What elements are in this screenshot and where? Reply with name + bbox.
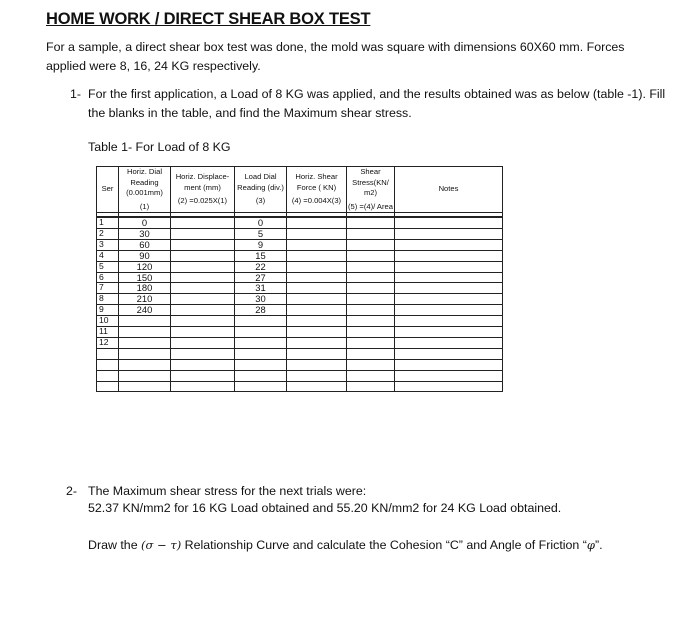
cell-ser: 6 xyxy=(97,272,119,283)
cell-notes xyxy=(395,228,503,239)
cell-shear-stress xyxy=(347,217,395,228)
cell-horiz-displacement xyxy=(171,327,235,338)
cell-horiz-displacement xyxy=(171,250,235,261)
cell-horiz-dial xyxy=(119,359,171,370)
relation-symbol: (σ − τ) xyxy=(141,538,182,552)
cell-ser: 2 xyxy=(97,228,119,239)
cell-notes xyxy=(395,283,503,294)
cell-ser: 8 xyxy=(97,294,119,305)
cell-horiz-dial: 150 xyxy=(119,272,171,283)
cell-horiz-displacement xyxy=(171,359,235,370)
table-row xyxy=(97,316,503,327)
cell-horiz-displacement xyxy=(171,272,235,283)
cell-horiz-dial xyxy=(119,348,171,359)
cell-horiz-dial xyxy=(119,370,171,381)
cell-notes xyxy=(395,337,503,348)
cell-load-dial xyxy=(235,359,287,370)
question-2-line-1: The Maximum shear stress for the next trials were: xyxy=(88,484,367,498)
cell-ser: 4 xyxy=(97,250,119,261)
cell-load-dial: 0 xyxy=(235,217,287,228)
cell-shear-stress xyxy=(347,370,395,381)
cell-shear-stress xyxy=(347,305,395,316)
cell-shear-stress xyxy=(347,337,395,348)
table-row xyxy=(97,217,503,228)
table-row xyxy=(97,370,503,381)
intro-paragraph: For a sample, a direct shear box test was done, the mold was square with dimensions 60X60 mm. Forces applied were 8, 16, 24 KG respectively. xyxy=(46,40,625,73)
cell-horiz-displacement xyxy=(171,305,235,316)
cell-ser xyxy=(97,381,119,392)
cell-load-dial: 31 xyxy=(235,283,287,294)
question-2-number: 2- xyxy=(66,484,78,498)
table-row xyxy=(97,305,503,316)
cell-horiz-dial: 240 xyxy=(119,305,171,316)
cell-notes xyxy=(395,217,503,228)
cell-load-dial xyxy=(235,316,287,327)
cell-ser: 11 xyxy=(97,327,119,338)
cell-horiz-dial: 180 xyxy=(119,283,171,294)
cell-shear-stress xyxy=(347,272,395,283)
cell-shear-force xyxy=(287,381,347,392)
cell-load-dial: 5 xyxy=(235,228,287,239)
shear-test-table xyxy=(96,166,503,392)
cell-load-dial: 15 xyxy=(235,250,287,261)
cell-ser xyxy=(97,348,119,359)
cell-horiz-displacement xyxy=(171,294,235,305)
cell-shear-stress xyxy=(347,250,395,261)
cell-shear-force xyxy=(287,294,347,305)
cell-ser: 3 xyxy=(97,239,119,250)
table-row xyxy=(97,337,503,348)
cell-ser: 5 xyxy=(97,261,119,272)
cell-load-dial xyxy=(235,327,287,338)
question-1-number: 1- xyxy=(70,87,82,101)
cell-horiz-displacement xyxy=(171,228,235,239)
cell-horiz-displacement xyxy=(171,239,235,250)
cell-load-dial xyxy=(235,370,287,381)
cell-horiz-dial xyxy=(119,381,171,392)
cell-notes xyxy=(395,261,503,272)
table-row xyxy=(97,359,503,370)
cell-shear-force xyxy=(287,370,347,381)
cell-shear-stress xyxy=(347,359,395,370)
cell-shear-force xyxy=(287,217,347,228)
cell-shear-force xyxy=(287,239,347,250)
cell-shear-stress xyxy=(347,327,395,338)
header-notes: Notes xyxy=(395,167,503,213)
cell-notes xyxy=(395,359,503,370)
header-ser: Ser xyxy=(97,167,119,213)
cell-shear-force xyxy=(287,348,347,359)
cell-shear-stress xyxy=(347,294,395,305)
cell-notes xyxy=(395,239,503,250)
table-row xyxy=(97,283,503,294)
header-shear-stress: Shear Stress(KN/ m2) (5) =(4)/ Area xyxy=(348,167,393,211)
cell-horiz-displacement xyxy=(171,217,235,228)
cell-notes xyxy=(395,381,503,392)
cell-horiz-dial: 0 xyxy=(119,217,171,228)
cell-horiz-dial: 60 xyxy=(119,239,171,250)
cell-shear-force xyxy=(287,228,347,239)
cell-horiz-dial xyxy=(119,327,171,338)
cell-load-dial: 9 xyxy=(235,239,287,250)
table-row xyxy=(97,228,503,239)
cell-load-dial: 28 xyxy=(235,305,287,316)
cell-notes xyxy=(395,348,503,359)
table-caption: Table 1- For Load of 8 KG xyxy=(88,140,231,154)
cell-shear-force xyxy=(287,305,347,316)
cell-ser: 12 xyxy=(97,337,119,348)
cell-horiz-dial: 210 xyxy=(119,294,171,305)
table-row xyxy=(97,261,503,272)
cell-shear-stress xyxy=(347,228,395,239)
table-row xyxy=(97,381,503,392)
cell-load-dial: 22 xyxy=(235,261,287,272)
cell-shear-force xyxy=(287,261,347,272)
cell-shear-stress xyxy=(347,261,395,272)
cell-horiz-dial: 90 xyxy=(119,250,171,261)
table-row xyxy=(97,239,503,250)
cell-notes xyxy=(395,250,503,261)
cell-horiz-displacement xyxy=(171,337,235,348)
cell-notes xyxy=(395,305,503,316)
cell-horiz-dial xyxy=(119,337,171,348)
cell-horiz-displacement xyxy=(171,381,235,392)
cell-load-dial: 27 xyxy=(235,272,287,283)
page-title: HOME WORK / DIRECT SHEAR BOX TEST xyxy=(46,10,371,28)
cell-shear-stress xyxy=(347,239,395,250)
table-row xyxy=(97,348,503,359)
cell-shear-stress xyxy=(347,348,395,359)
cell-horiz-dial: 120 xyxy=(119,261,171,272)
table-row xyxy=(97,294,503,305)
cell-shear-force xyxy=(287,283,347,294)
header-load-dial: Load Dial Reading (div.) (3) xyxy=(235,167,287,213)
table-row xyxy=(97,272,503,283)
cell-load-dial xyxy=(235,381,287,392)
cell-shear-force xyxy=(287,327,347,338)
cell-ser xyxy=(97,359,119,370)
phi-symbol: φ xyxy=(586,538,595,552)
cell-horiz-displacement xyxy=(171,316,235,327)
cell-shear-force xyxy=(287,337,347,348)
cell-shear-stress xyxy=(347,316,395,327)
cell-notes xyxy=(395,370,503,381)
question-1-text: For the first application, a Load of 8 KG was applied, and the results obtained was as below (table -1). Fill the blanks in the table, and find the Maximum shear stress. xyxy=(88,87,666,120)
cell-shear-force xyxy=(287,250,347,261)
cell-load-dial xyxy=(235,337,287,348)
question-2-instruction: Draw the (σ − τ) Relationship Curve and calculate the Cohesion “C” and Angle of Friction “φ”. xyxy=(88,538,603,552)
cell-notes xyxy=(395,294,503,305)
cell-horiz-displacement xyxy=(171,261,235,272)
question-2-line-2: 52.37 KN/mm2 for 16 KG Load obtained and 55.20 KN/mm2 for 24 KG Load obtained. xyxy=(88,501,562,515)
table-row xyxy=(97,327,503,338)
cell-horiz-displacement xyxy=(171,370,235,381)
cell-horiz-dial: 30 xyxy=(119,228,171,239)
table-row xyxy=(97,250,503,261)
cell-ser xyxy=(97,370,119,381)
cell-ser: 7 xyxy=(97,283,119,294)
cell-notes xyxy=(395,272,503,283)
cell-ser: 10 xyxy=(97,316,119,327)
cell-ser: 1 xyxy=(97,217,119,228)
cell-shear-force xyxy=(287,316,347,327)
cell-load-dial xyxy=(235,348,287,359)
cell-shear-force xyxy=(287,272,347,283)
header-shear-force: Horiz. Shear Force ( KN) (4) =0.004X(3) xyxy=(287,167,347,213)
cell-shear-stress xyxy=(347,283,395,294)
cell-horiz-displacement xyxy=(171,283,235,294)
cell-notes xyxy=(395,327,503,338)
cell-notes xyxy=(395,316,503,327)
cell-horiz-displacement xyxy=(171,348,235,359)
cell-shear-stress xyxy=(347,381,395,392)
header-horiz-dial: Horiz. Dial Reading (0.001mm) (1) xyxy=(119,167,171,213)
cell-load-dial: 30 xyxy=(235,294,287,305)
cell-ser: 9 xyxy=(97,305,119,316)
cell-horiz-dial xyxy=(119,316,171,327)
cell-shear-force xyxy=(287,359,347,370)
header-horiz-displacement: Horiz. Displace-ment (mm) (2) =0.025X(1) xyxy=(171,167,235,213)
